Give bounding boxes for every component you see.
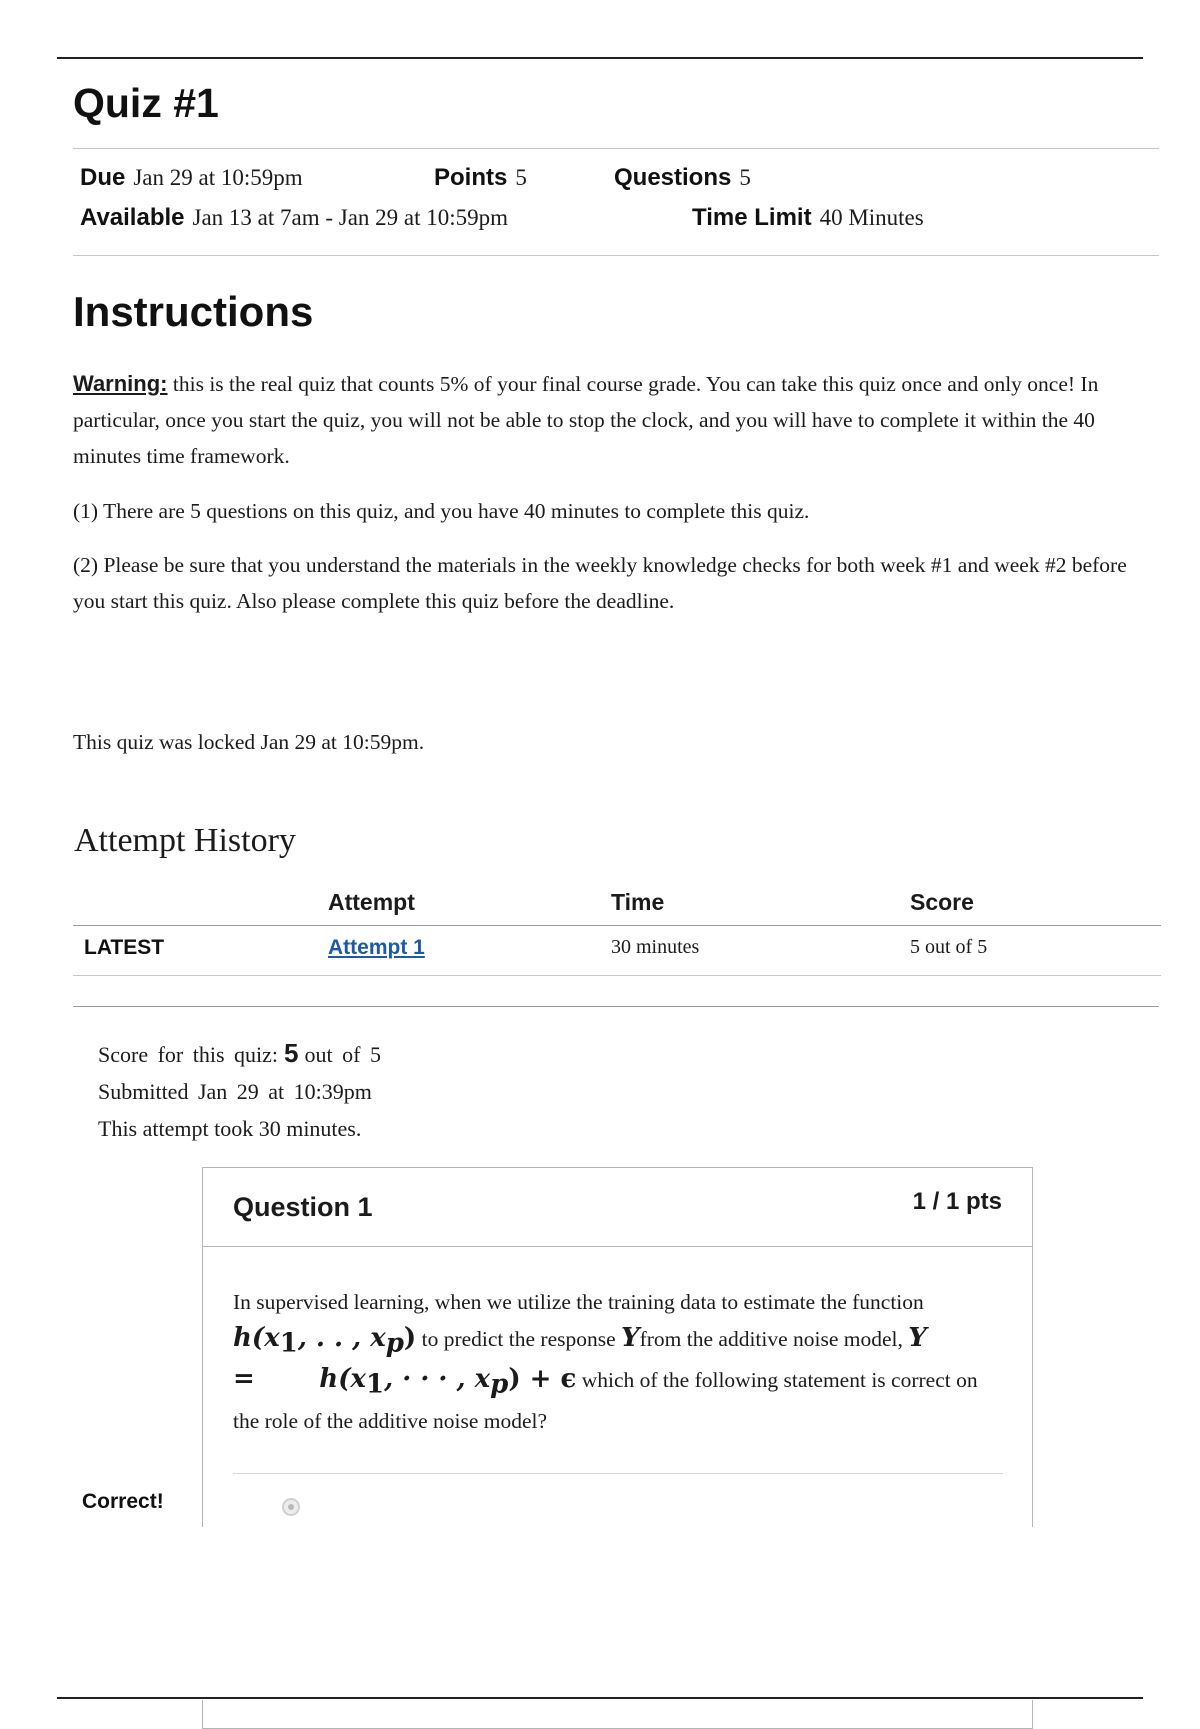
score-suffix: out of 5 bbox=[304, 1042, 381, 1067]
math-args2-mid: , · · · , x bbox=[384, 1364, 491, 1395]
due-value: Jan 29 at 10:59pm bbox=[133, 165, 303, 190]
column-header-attempt: Attempt bbox=[328, 889, 415, 915]
time-limit-label: Time Limit bbox=[692, 204, 812, 231]
points-meta bbox=[434, 164, 527, 192]
math-sub2-p: p bbox=[490, 1369, 509, 1400]
due-meta bbox=[80, 164, 303, 192]
math-Y-equals: Y = bbox=[233, 1323, 927, 1395]
bottom-rule bbox=[57, 1697, 1143, 1699]
due-label: Due bbox=[80, 164, 126, 191]
attempt-cell bbox=[328, 936, 425, 960]
math-args-mid: , . . , x bbox=[297, 1323, 386, 1353]
question-title: Question 1 bbox=[233, 1192, 373, 1222]
score-summary bbox=[98, 1038, 381, 1069]
instructions-heading: Instructions bbox=[73, 288, 314, 335]
correct-label: Correct! bbox=[82, 1490, 164, 1513]
available-value: Jan 13 at 7am - Jan 29 at 10:59pm bbox=[192, 205, 509, 230]
question-text-part-4: which of the following statement is correct on the role of the additive noise model? bbox=[233, 1368, 978, 1433]
instruction-item-1: (1) There are 5 questions on this quiz, and you have 40 minutes to complete this quiz. bbox=[73, 499, 810, 523]
result-divider bbox=[73, 1006, 1159, 1007]
score-cell: 5 out of 5 bbox=[910, 936, 988, 958]
question-text-part-3: from the additive noise model, bbox=[639, 1327, 903, 1351]
attempt-history-heading: Attempt History bbox=[74, 822, 296, 859]
math-sub2-1: 1 bbox=[366, 1369, 385, 1400]
math-args2-open: (x bbox=[338, 1364, 367, 1395]
top-rule bbox=[57, 57, 1143, 59]
score-prefix: Score for this quiz: bbox=[98, 1042, 279, 1067]
questions-meta bbox=[614, 164, 751, 192]
page-bottom-whitespace bbox=[0, 1527, 1200, 1700]
column-header-score: Score bbox=[910, 889, 974, 915]
math-h: h bbox=[233, 1323, 252, 1353]
time-limit-value: 40 Minutes bbox=[819, 205, 924, 230]
math-h2: h bbox=[319, 1364, 339, 1395]
column-header-time: Time bbox=[611, 889, 665, 915]
quiz-title: Quiz #1 bbox=[73, 80, 219, 126]
question-header bbox=[203, 1168, 1032, 1247]
question-answer-separator bbox=[233, 1473, 1003, 1474]
questions-value: 5 bbox=[739, 165, 751, 190]
points-value: 5 bbox=[515, 165, 527, 190]
table-header-divider bbox=[73, 925, 1161, 926]
math-args2-close: ) + ϵ bbox=[508, 1364, 577, 1395]
warning-label: Warning: bbox=[73, 371, 168, 396]
latest-badge: LATEST bbox=[84, 936, 165, 959]
warning-paragraph bbox=[73, 366, 1163, 474]
warning-text: this is the real quiz that counts 5% of your final course grade. You can take this quiz once and only once! In particular, once you start the quiz, you will not be able to stop the clock, and you will have to complete it within the 40 minutes time framework. bbox=[73, 372, 1099, 468]
time-cell: 30 minutes bbox=[611, 936, 700, 958]
table-row-divider bbox=[73, 975, 1161, 976]
math-sub-1: 1 bbox=[279, 1328, 298, 1359]
locked-message: This quiz was locked Jan 29 at 10:59pm. bbox=[73, 730, 425, 754]
attempt-1-link[interactable]: Attempt 1 bbox=[328, 936, 425, 959]
submitted-time: Submitted Jan 29 at 10:39pm bbox=[98, 1079, 372, 1104]
title-divider bbox=[73, 148, 1159, 149]
available-label: Available bbox=[80, 204, 185, 231]
time-limit-meta bbox=[692, 204, 924, 232]
math-args-close: ) bbox=[403, 1323, 417, 1353]
questions-label: Questions bbox=[614, 164, 732, 191]
question-points: 1 / 1 pts bbox=[912, 1188, 1002, 1215]
question-text-part-1: In supervised learning, when we utilize the training data to estimate the function bbox=[233, 1290, 924, 1314]
attempt-duration: This attempt took 30 minutes. bbox=[98, 1116, 362, 1141]
points-label: Points bbox=[434, 164, 508, 191]
available-meta bbox=[80, 204, 508, 232]
question-text-part-2: to predict the response bbox=[421, 1327, 616, 1351]
answer-radio-icon[interactable] bbox=[282, 1498, 300, 1516]
math-Y: Y bbox=[621, 1323, 640, 1353]
meta-divider bbox=[73, 255, 1159, 256]
math-args-open: (x bbox=[251, 1323, 280, 1353]
instruction-item-2: (2) Please be sure that you understand the materials in the weekly knowledge checks for both week #1 and week #2 before you start this quiz. Also please complete this quiz before the deadline. bbox=[73, 553, 1127, 613]
question-text bbox=[233, 1284, 1003, 1439]
math-sub-p: p bbox=[385, 1328, 404, 1359]
score-value: 5 bbox=[284, 1038, 299, 1068]
